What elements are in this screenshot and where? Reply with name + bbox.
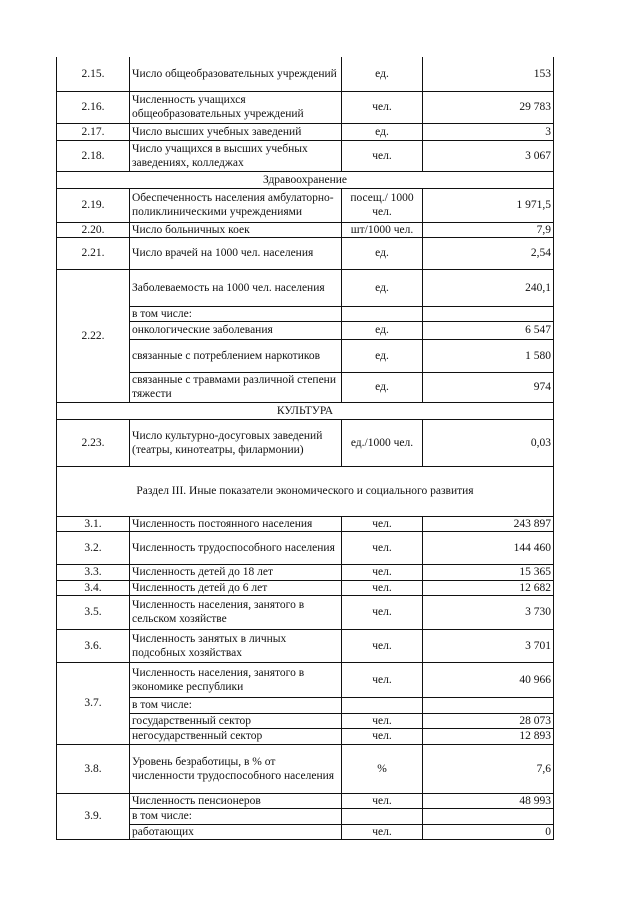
table-subrow [57, 339, 554, 372]
row-indicator: Число учащихся в высших учебных заведениях, колледжах [130, 140, 342, 171]
row-unit: чел. [342, 629, 423, 662]
table-row [57, 531, 554, 564]
row-indicator: связанные с травмами различной степени тяжести [130, 372, 342, 402]
row-unit [342, 697, 423, 713]
section-header-section3: Раздел III. Иные показатели экономического и социального развития [57, 466, 554, 516]
row-unit: чел. [342, 728, 423, 744]
row-value: 240,1 [423, 269, 554, 306]
row-unit: чел. [342, 516, 423, 531]
row-value: 0 [423, 824, 554, 839]
row-value: 12 893 [423, 728, 554, 744]
row-value: 12 682 [423, 580, 554, 595]
table-row [57, 57, 554, 91]
row-indicator: Число врачей на 1000 чел. населения [130, 237, 342, 269]
row-unit: ед. [342, 321, 423, 339]
row-unit: ед. [342, 339, 423, 372]
table-row [57, 123, 554, 140]
section-header-culture: КУЛЬТУРА [57, 402, 554, 419]
row-indicator: Обеспеченность населения амбулаторно-поликлиническими учреждениями [130, 188, 342, 222]
row-value: 3 067 [423, 140, 554, 171]
row-indicator: Численность учащихся общеобразовательных учреждений [130, 91, 342, 123]
row-value: 0,03 [423, 419, 554, 466]
row-unit: чел. [342, 793, 423, 808]
row-unit: чел. [342, 595, 423, 629]
row-value: 28 073 [423, 713, 554, 728]
row-number: 2.16. [57, 91, 130, 123]
row-value: 29 783 [423, 91, 554, 123]
row-value: 7,6 [423, 744, 554, 793]
row-unit: чел. [342, 564, 423, 580]
row-unit: ед. [342, 372, 423, 402]
row-unit: чел. [342, 713, 423, 728]
row-unit [342, 808, 423, 824]
row-value: 3 701 [423, 629, 554, 662]
section-row [57, 171, 554, 188]
row-value: 153 [423, 57, 554, 91]
row-number: 3.2. [57, 531, 130, 564]
row-indicator: негосударственный сектор [130, 728, 342, 744]
row-indicator: Численность детей до 18 лет [130, 564, 342, 580]
table-row [57, 188, 554, 222]
row-indicator: Численность населения, занятого в экономике республики [130, 662, 342, 697]
row-value: 243 897 [423, 516, 554, 531]
row-value: 2,54 [423, 237, 554, 269]
row-unit: чел. [342, 140, 423, 171]
row-number: 2.15. [57, 57, 130, 91]
row-indicator: Уровень безработицы, в % от численности трудоспособного населения [130, 744, 342, 793]
row-indicator: Заболеваемость на 1000 чел. населения [130, 269, 342, 306]
row-number: 3.4. [57, 580, 130, 595]
table-row [57, 269, 554, 306]
row-number: 2.22. [57, 269, 130, 402]
table-row [57, 595, 554, 629]
table-row [57, 580, 554, 595]
row-unit: % [342, 744, 423, 793]
row-indicator: Численность трудоспособного населения [130, 531, 342, 564]
row-indicator: Численность постоянного населения [130, 516, 342, 531]
row-value: 15 365 [423, 564, 554, 580]
row-value: 1 580 [423, 339, 554, 372]
row-unit: чел. [342, 662, 423, 697]
row-value: 144 460 [423, 531, 554, 564]
row-number: 2.23. [57, 419, 130, 466]
row-number: 3.8. [57, 744, 130, 793]
row-number: 2.19. [57, 188, 130, 222]
row-number: 3.9. [57, 793, 130, 839]
table-row [57, 140, 554, 171]
row-indicator: государственный сектор [130, 713, 342, 728]
row-number: 3.7. [57, 662, 130, 744]
table-subrow [57, 372, 554, 402]
table-row [57, 91, 554, 123]
table-row [57, 564, 554, 580]
row-value: 48 993 [423, 793, 554, 808]
row-number: 2.21. [57, 237, 130, 269]
row-value: 6 547 [423, 321, 554, 339]
row-value [423, 306, 554, 321]
table-row [57, 419, 554, 466]
row-indicator: Численность детей до 6 лет [130, 580, 342, 595]
row-value: 40 966 [423, 662, 554, 697]
table-subrow [57, 306, 554, 321]
indicators-table [56, 57, 554, 840]
section-row [57, 466, 554, 516]
table-subrow [57, 808, 554, 824]
row-number: 2.20. [57, 222, 130, 237]
table-row [57, 629, 554, 662]
row-indicator: Численность занятых в личных подсобных хозяйствах [130, 629, 342, 662]
row-indicator: Число культурно-досуговых заведений (театры, кинотеатры, филармонии) [130, 419, 342, 466]
row-value: 3 [423, 123, 554, 140]
row-number: 2.17. [57, 123, 130, 140]
row-unit: чел. [342, 580, 423, 595]
table-row [57, 793, 554, 808]
row-number: 2.18. [57, 140, 130, 171]
row-value: 3 730 [423, 595, 554, 629]
table-row [57, 662, 554, 697]
row-unit: ед. [342, 57, 423, 91]
table-row [57, 744, 554, 793]
row-value: 1 971,5 [423, 188, 554, 222]
table-subrow [57, 697, 554, 713]
row-indicator: работающих [130, 824, 342, 839]
row-number: 3.3. [57, 564, 130, 580]
table-row [57, 237, 554, 269]
row-indicator: связанные с потреблением наркотиков [130, 339, 342, 372]
section-row [57, 402, 554, 419]
table-row [57, 222, 554, 237]
row-unit [342, 306, 423, 321]
including-label: в том числе: [130, 306, 342, 321]
table-subrow [57, 728, 554, 744]
row-indicator: Число больничных коек [130, 222, 342, 237]
row-unit: ед. [342, 237, 423, 269]
table-subrow [57, 321, 554, 339]
row-unit: чел. [342, 91, 423, 123]
row-number: 3.1. [57, 516, 130, 531]
row-value: 974 [423, 372, 554, 402]
row-value [423, 808, 554, 824]
row-unit: ед. [342, 269, 423, 306]
row-value: 7,9 [423, 222, 554, 237]
row-unit: чел. [342, 531, 423, 564]
row-unit: чел. [342, 824, 423, 839]
row-unit: ед. [342, 123, 423, 140]
row-unit: посещ./ 1000 чел. [342, 188, 423, 222]
row-indicator: Численность пенсионеров [130, 793, 342, 808]
row-indicator: Численность населения, занятого в сельском хозяйстве [130, 595, 342, 629]
table-subrow [57, 824, 554, 839]
row-unit: шт/1000 чел. [342, 222, 423, 237]
row-unit: ед./1000 чел. [342, 419, 423, 466]
table-subrow [57, 713, 554, 728]
row-value [423, 697, 554, 713]
row-indicator: онкологические заболевания [130, 321, 342, 339]
row-indicator: Число высших учебных заведений [130, 123, 342, 140]
row-number: 3.6. [57, 629, 130, 662]
table-row [57, 516, 554, 531]
including-label: в том числе: [130, 808, 342, 824]
section-header-health: Здравоохранение [57, 171, 554, 188]
row-number: 3.5. [57, 595, 130, 629]
row-indicator: Число общеобразовательных учреждений [130, 57, 342, 91]
including-label: в том числе: [130, 697, 342, 713]
